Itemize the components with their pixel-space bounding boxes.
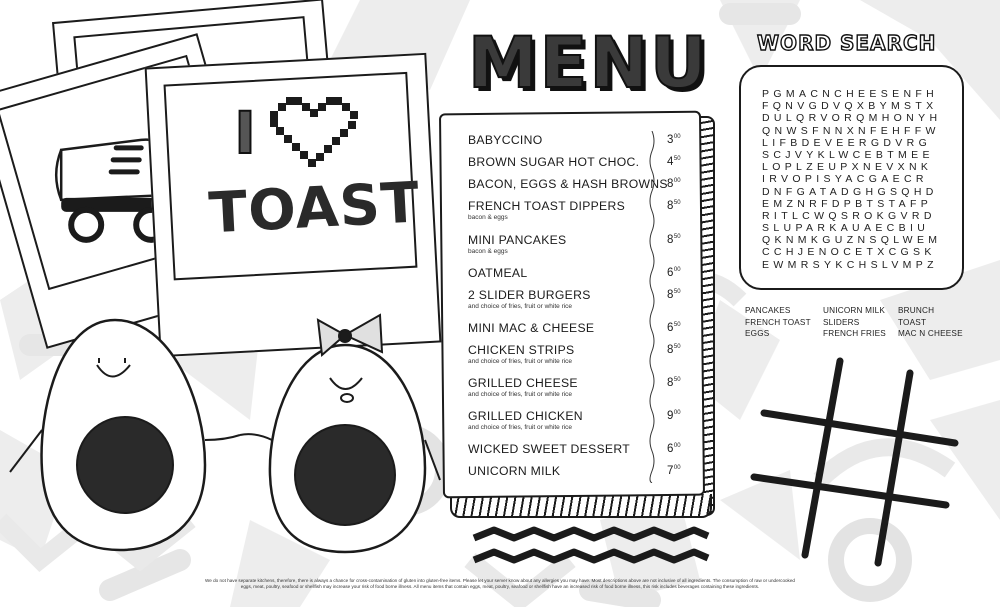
menu-item-name: BROWN SUGAR HOT CHOC. <box>468 155 640 169</box>
love-letter-i: I <box>234 99 256 167</box>
menu-item-description: bacon & eggs <box>468 214 508 221</box>
word-search-letters <box>762 88 942 271</box>
menu-item-price: $8^{50}$ <box>667 234 681 246</box>
tic-tac-toe-line <box>764 413 955 443</box>
word-search-row: LIFBDEVEERGDVRG <box>762 136 932 149</box>
menu-item-price: $8^{50}$ <box>667 200 681 212</box>
menu-title: MENU <box>468 22 709 104</box>
menu-item-name: 2 SLIDER BURGERS <box>468 288 591 302</box>
menu-item <box>468 442 688 456</box>
menu-item <box>468 133 688 147</box>
zigzag-decoration <box>472 526 710 570</box>
word-search-word: FRENCH FRIES <box>823 329 886 338</box>
word-search-row: DULQRVORQMHONYH <box>762 112 942 125</box>
egg-characters-illustration <box>0 300 450 570</box>
menu-item-price: $9^{00}$ <box>667 410 681 422</box>
menu-item-name: BACON, EGGS & HASH BROWNS <box>468 177 668 191</box>
menu-item-name: GRILLED CHICKEN <box>468 409 583 423</box>
menu-item-price: $7^{00}$ <box>667 465 681 477</box>
menu-item-price: $8^{50}$ <box>667 344 681 356</box>
word-search-word: BRUNCH <box>898 306 935 315</box>
word-search-word: FRENCH TOAST <box>745 317 811 327</box>
allergy-disclaimer: We do not have separate kitchens, therefore, there is always a chance for cross-contamination of gluten into gluten-free items. Please let your server know about any allergies you may have. Most descriptions above are not inclusive of all ingredients. The consumption of raw or undercooked eggs, meat, poultry, seafood or shellfish may increase your risk of food borne illness. All menu items that contain eggs, meat, poultry, seafood or shellfish have an increased risk of food borne illness, this risk includes beverages containing these ingredients. <box>205 578 795 589</box>
word-search-row: RITLCWQSROKGVRD <box>762 209 936 222</box>
tic-tac-toe-line <box>878 373 910 563</box>
word-search-row: EMZNRFDPBTSTAFP <box>762 197 933 210</box>
menu-item-price: $8^{50}$ <box>667 377 681 389</box>
word-search-row: CCHJENOCETXCGSK <box>762 246 936 259</box>
menu-item <box>468 233 688 255</box>
word-search-word: SLIDERS <box>823 317 860 327</box>
menu-item-name: OATMEAL <box>468 266 528 280</box>
menu-item-description: and choice of fries, fruit or white rice <box>468 303 573 310</box>
menu-item-name: UNICORN MILK <box>468 464 561 478</box>
menu-item-name: MINI MAC & CHEESE <box>468 321 595 335</box>
egg-girl-yolk <box>295 425 395 525</box>
menu-item <box>468 288 688 310</box>
menu-item-name: BABYCCINO <box>468 133 543 147</box>
menu-item <box>468 155 688 169</box>
menu-item <box>468 409 688 431</box>
menu-item-name: WICKED SWEET DESSERT <box>468 442 630 456</box>
word-search-title: WORD SEARCH <box>757 31 937 55</box>
menu-item-price: $6^{50}$ <box>667 322 681 334</box>
word-search-row: QKNMKGUZNSQLWEM <box>762 234 942 247</box>
word-search-row: QNWSFNNXNFEHFFW <box>762 124 940 137</box>
pixel-heart-icon <box>268 95 368 175</box>
menu-item <box>468 321 688 335</box>
menu-item-name: MINI PANCAKES <box>468 233 567 247</box>
tic-tac-toe-line <box>805 361 840 555</box>
menu-item <box>468 343 688 365</box>
menu-item <box>468 376 688 398</box>
menu-item-name: GRILLED CHEESE <box>468 376 578 390</box>
toast-word: TOAST <box>207 170 422 247</box>
word-search-row: FQNVGDVQXBYMSTX <box>762 100 938 113</box>
word-search-word: EGGS <box>745 329 770 338</box>
word-search-row: LOPLZEUPXNEVXNK <box>762 161 933 174</box>
word-search-word: UNICORN MILK <box>823 306 885 315</box>
tic-tac-toe-line <box>754 477 946 505</box>
menu-item-price: $3^{00}$ <box>667 134 681 146</box>
menu-item <box>468 177 688 191</box>
tic-tac-toe-grid[interactable] <box>750 355 965 570</box>
menu-item-price: $4^{50}$ <box>667 156 681 168</box>
word-search-row: EWMRSYKCHSLVMPZ <box>762 258 938 271</box>
menu-item-price: $6^{00}$ <box>667 443 681 455</box>
menu-item-description: and choice of fries, fruit or white rice <box>468 391 573 398</box>
word-search-word: PANCAKES <box>745 306 791 315</box>
egg-boy-yolk <box>77 417 173 513</box>
menu-item-price: $8^{00}$ <box>667 178 681 190</box>
menu-item <box>468 199 688 221</box>
word-search-row: SCJVYKLWCEBTMEE <box>762 148 934 161</box>
menu-item-name: CHICKEN STRIPS <box>468 343 575 357</box>
word-search-word: TOAST <box>898 317 927 327</box>
word-search-word: MAC N CHEESE <box>898 329 963 338</box>
word-search-row: PGMACNCHEESENFH <box>762 88 939 100</box>
menu-item-price: $8^{50}$ <box>667 289 681 301</box>
menu-item-description: bacon & eggs <box>468 248 508 255</box>
menu-item-name: FRENCH TOAST DIPPERS <box>468 199 626 213</box>
menu-item-description: and choice of fries, fruit or white rice <box>468 424 573 431</box>
word-search-row: DNFGATADGHGSQHD <box>762 185 938 198</box>
menu-item-description: and choice of fries, fruit or white rice <box>468 358 573 365</box>
menu-item <box>468 266 688 280</box>
word-search-row: IRVOPISYACGAECR <box>762 173 928 186</box>
menu-item <box>468 464 688 478</box>
menu-item-price: $6^{00}$ <box>667 267 681 279</box>
word-search-row: SLUPARKAUAECBIU <box>762 222 930 235</box>
